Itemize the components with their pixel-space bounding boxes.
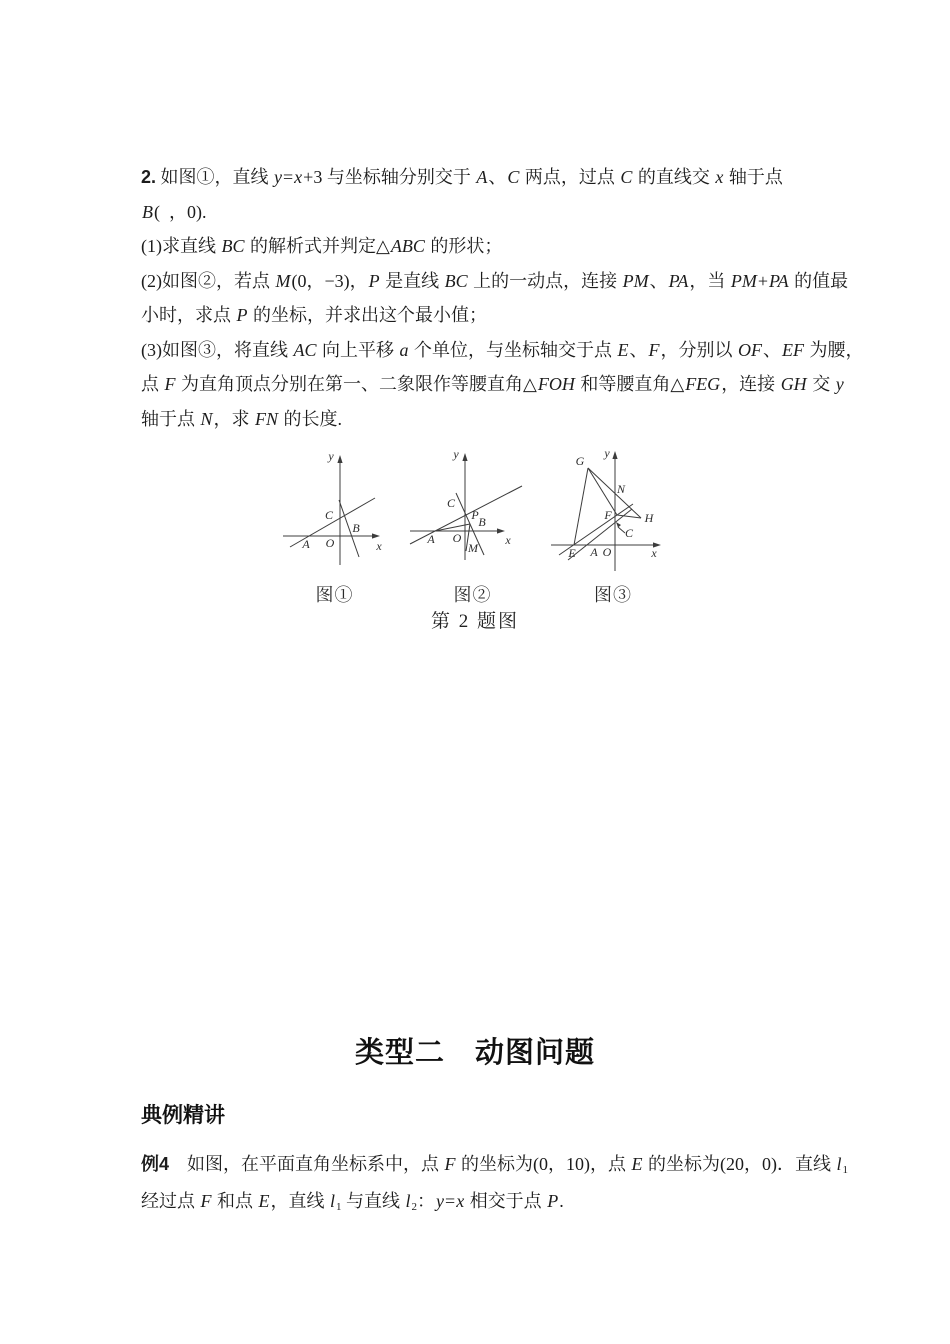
math-variable: FOH: [537, 374, 575, 394]
axis-label-y: y: [327, 449, 334, 463]
problem-2-line-2: [141, 195, 821, 230]
math-variable: x: [715, 167, 724, 187]
c-arrow-shaft: [618, 527, 625, 533]
text-run: 点: [141, 374, 164, 394]
math-variable: FEG: [685, 374, 721, 394]
math-variable: B: [142, 201, 153, 222]
bold-run: 例4: [141, 1154, 170, 1174]
text-run: 与直线: [341, 1191, 405, 1211]
figure-2-canvas: [408, 445, 538, 577]
text-run: 的直线交: [633, 167, 715, 187]
text-run: 向上平移: [317, 339, 399, 360]
text-run: =: [445, 1191, 456, 1211]
subsection-title: 典例精讲: [141, 1104, 225, 1127]
math-variable: y: [436, 1191, 445, 1211]
text-run: ，当: [689, 270, 730, 291]
text-run: 的形状；: [425, 236, 503, 256]
problem-2-line-3: [141, 229, 821, 264]
text-run: (0，−3)，: [291, 270, 368, 291]
math-variable: F: [164, 374, 176, 394]
math-variable: P: [368, 270, 380, 291]
point-label-N: N: [616, 482, 625, 496]
x-axis-arrow: [372, 533, 380, 538]
text-run: 相交于点: [465, 1191, 547, 1211]
bold-run: 2.: [141, 167, 157, 187]
text-run: 、: [649, 270, 668, 291]
math-variable: ABC: [390, 236, 425, 256]
math-variable: F: [200, 1191, 212, 1211]
math-variable: F: [444, 1154, 456, 1174]
text-run: 如图①，直线: [156, 167, 274, 187]
problem-2-line-6: [141, 333, 864, 368]
point-label-P: P: [470, 508, 479, 522]
point-label-B: B: [351, 521, 360, 535]
math-variable: EF: [782, 339, 805, 360]
subscript-run: 1: [842, 1164, 849, 1176]
math-variable: P: [236, 305, 248, 325]
text-run: 小时，求点: [141, 305, 236, 325]
x-axis-arrow: [497, 528, 505, 533]
point-label-O: O: [452, 531, 461, 545]
subscript-run: 2: [411, 1201, 418, 1213]
text-run: 经过点: [141, 1191, 200, 1211]
problem-2-line-4: [141, 264, 849, 299]
axis-label-x: x: [375, 539, 382, 553]
example-4-line-1: [141, 1146, 849, 1183]
y-axis-arrow: [612, 451, 617, 459]
figure-1-canvas: [275, 445, 395, 577]
point-label-A: A: [589, 545, 598, 559]
point-label-G: G: [575, 454, 584, 468]
point-label-B: B: [477, 515, 486, 529]
math-variable: OF: [738, 339, 763, 360]
math-variable: C: [507, 167, 520, 187]
math-variable: A: [476, 167, 488, 187]
example-4-line-2: [141, 1183, 831, 1220]
point-label-H: H: [644, 511, 653, 525]
point-label-F: F: [603, 508, 612, 522]
math-variable: C: [620, 167, 633, 187]
figure-group-caption: 第 2 题图: [430, 611, 519, 632]
math-variable: a: [399, 339, 409, 360]
text-run: 轴于点: [141, 408, 200, 429]
text-run: 和点: [212, 1191, 258, 1211]
text-run: 的坐标为(0，10)，点: [456, 1154, 631, 1174]
text-run: 、: [629, 339, 648, 360]
text-run: +3 与坐标轴分别交于: [303, 167, 476, 187]
text-run: 如图，在平面直角坐标系中，点: [169, 1154, 444, 1174]
text-run: 上的一动点，连接: [468, 270, 622, 291]
axis-label-x: x: [650, 546, 657, 560]
axis-label-y: y: [452, 447, 459, 461]
text-run: 的值最: [789, 270, 849, 291]
figure-1: [275, 445, 395, 607]
y-axis-arrow: [337, 455, 342, 463]
text-run: 、: [488, 167, 507, 187]
text-run: ，连接: [721, 374, 780, 394]
text-run: 的坐标为(20，0)．直线: [643, 1154, 836, 1174]
math-variable: FN: [255, 408, 279, 429]
point-label-A: A: [426, 532, 435, 546]
text-run: 为直角顶点分别在第一、二象限作等腰直角△: [176, 374, 537, 394]
math-variable: PA: [768, 270, 789, 291]
math-variable: l: [836, 1154, 842, 1174]
c-arrow-head: [616, 522, 621, 528]
math-variable: x: [456, 1191, 465, 1211]
section-title: 类型二 动图问题: [354, 1037, 595, 1069]
math-variable: AC: [293, 339, 317, 360]
point-label-C: C: [624, 526, 633, 540]
figure-3-canvas: [551, 445, 676, 577]
problem-2-line-7: [141, 367, 844, 402]
figure-3: [551, 445, 676, 607]
math-variable: M: [275, 270, 291, 291]
text-run: ，分别以: [660, 339, 738, 360]
math-variable: y: [835, 374, 844, 394]
y-axis-arrow: [462, 453, 467, 461]
subscript-run: 1: [336, 1201, 342, 1213]
text-run: 的坐标，并求出这个最小值；: [248, 305, 487, 325]
math-variable: x: [294, 167, 303, 187]
axis-label-x: x: [504, 533, 511, 547]
math-variable: PM: [730, 270, 757, 291]
text-run: (1)求直线: [141, 236, 221, 256]
example-4-text: [141, 1146, 849, 1220]
text-run: (3)如图③，将直线: [141, 339, 293, 360]
math-variable: PA: [668, 270, 689, 291]
text-run: 是直线: [380, 270, 444, 291]
math-variable: E: [258, 1191, 270, 1211]
point-label-M: M: [467, 541, 478, 555]
text-run: ( ，0).: [154, 201, 207, 222]
line-AC-original: [568, 509, 632, 560]
math-variable: BC: [221, 236, 245, 256]
text-run: =: [283, 167, 294, 187]
math-variable: y: [274, 167, 283, 187]
text-run: 和等腰直角△: [575, 374, 685, 394]
math-variable: P: [547, 1191, 559, 1211]
math-variable: E: [631, 1154, 643, 1174]
text-run: 轴于点: [724, 167, 783, 187]
text-run: .: [559, 1191, 564, 1211]
text-run: 两点，过点: [520, 167, 620, 187]
text-run: 、: [763, 339, 782, 360]
text-run: +: [757, 270, 768, 291]
text-run: ：: [417, 1191, 436, 1211]
math-variable: l: [405, 1191, 411, 1211]
figure-strip: [0, 445, 950, 607]
point-label-E: E: [567, 546, 576, 560]
problem-2-text: [141, 160, 864, 436]
math-variable: l: [330, 1191, 336, 1211]
text-run: 的长度.: [279, 408, 343, 429]
text-run: 交: [807, 374, 835, 394]
point-label-O: O: [325, 536, 334, 550]
text-run: 个单位，与坐标轴交于点: [409, 339, 617, 360]
axis-label-y: y: [603, 446, 610, 460]
point-label-C: C: [446, 496, 455, 510]
math-variable: F: [648, 339, 660, 360]
text-run: ，直线: [270, 1191, 329, 1211]
math-variable: GH: [780, 374, 807, 394]
problem-2-line-5: [141, 298, 821, 333]
figure-1-caption: 图①: [315, 585, 354, 605]
segment-GE: [574, 468, 588, 545]
text-run: 为腰，: [805, 339, 864, 360]
problem-2-line-8: [141, 402, 821, 437]
problem-2-line-1: [141, 160, 821, 195]
math-variable: N: [200, 408, 213, 429]
figure-3-caption: 图③: [594, 585, 632, 605]
math-variable: PM: [622, 270, 649, 291]
text-run: (2)如图②，若点: [141, 270, 275, 291]
math-variable: E: [617, 339, 629, 360]
text-run: ，求: [213, 408, 255, 429]
figure-2: [408, 445, 538, 607]
text-run: 的解析式并判定△: [245, 236, 390, 256]
math-variable: BC: [444, 270, 468, 291]
point-label-O: O: [602, 545, 611, 559]
point-label-A: A: [301, 537, 310, 551]
point-label-C: C: [324, 508, 333, 522]
figure-2-caption: 图②: [453, 585, 492, 605]
